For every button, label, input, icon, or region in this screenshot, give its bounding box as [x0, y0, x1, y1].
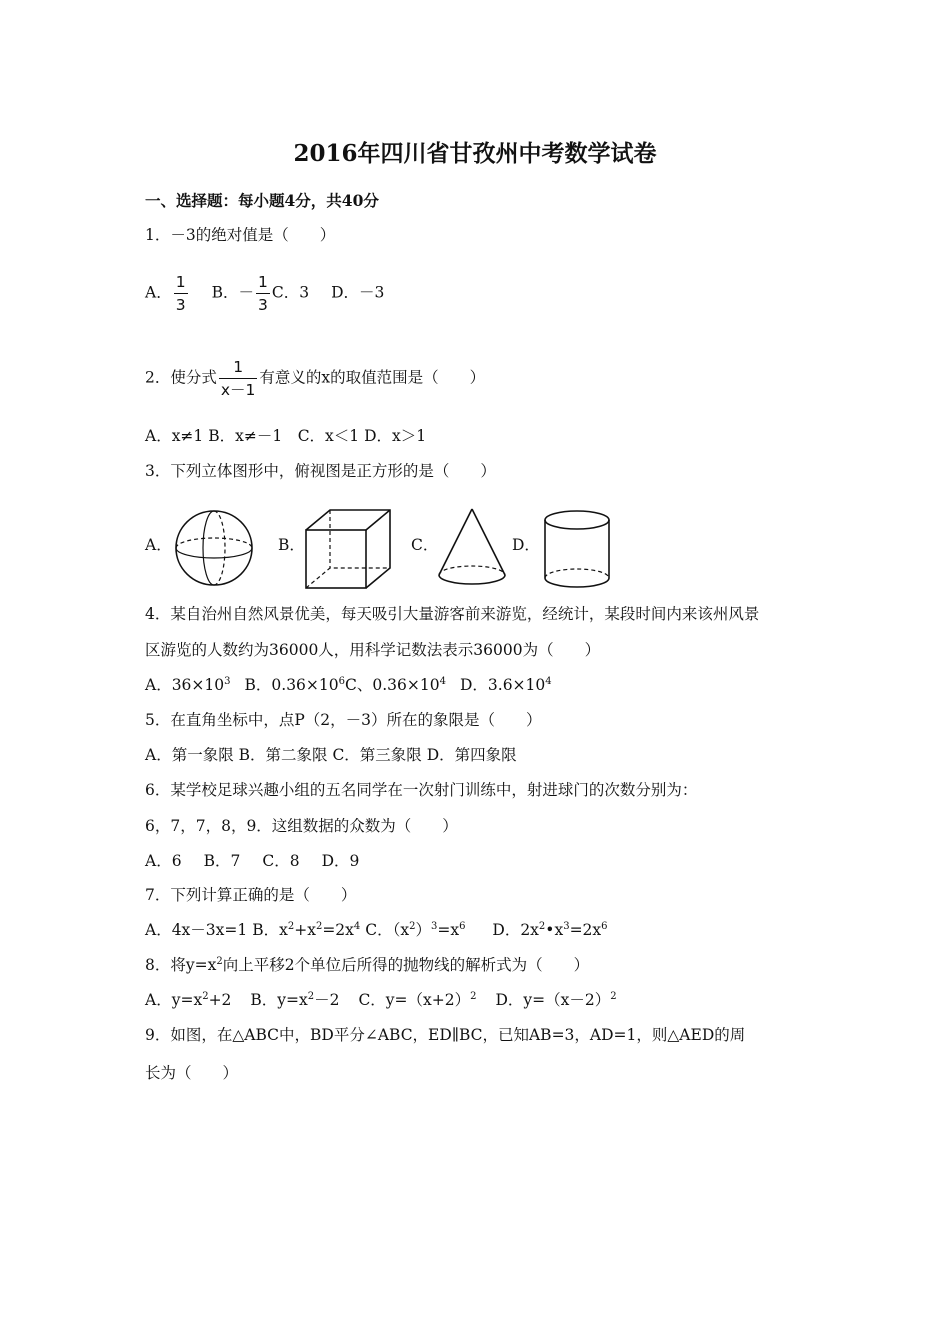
option-a-label: A． [145, 283, 172, 302]
question-1-options [145, 271, 384, 316]
section-heading: 一、选择题：每小题4分，共40分 [145, 191, 379, 210]
question-4-options [145, 675, 552, 695]
question-1-stem: 1．－3的绝对值是（ ） [145, 226, 336, 244]
option-a: A．4x－3x=1 [145, 921, 248, 939]
option-c: C．3 [271, 283, 310, 302]
exponent: 2 [538, 921, 546, 932]
exponent: 2 [307, 991, 315, 1002]
question-2-options: A．x≠1 B．x≠－1 C．x＜1 D．x＞1 [145, 427, 427, 445]
option-d: D．9 [321, 852, 360, 870]
q2-suffix: 有意义的x的取值范围是（ ） [259, 368, 486, 387]
question-9-line-2: 长为（ ） [145, 1064, 239, 1082]
option-c: C．y=（x+2） [358, 991, 471, 1009]
fraction-neg-one-third [256, 271, 270, 316]
option-b: B．x [252, 921, 288, 939]
option-b-label: B．－ [211, 283, 254, 302]
option-d-part: •x [545, 921, 564, 939]
option-a: A．y=x [145, 991, 203, 1009]
question-6-line-1: 6．某学校足球兴趣小组的五名同学在一次射门训练中，射进球门的次数分别为： [145, 781, 698, 799]
option-b: B．y=x [250, 991, 308, 1009]
fraction-denominator: 3 [175, 296, 186, 314]
option-b-part: =2x [322, 921, 354, 939]
exponent: 6 [338, 676, 346, 687]
option-b: B．7 [203, 852, 241, 870]
fraction-denominator: x－1 [220, 381, 256, 399]
exponent: 3 [563, 921, 570, 932]
sphere-figure [172, 508, 256, 588]
option-b-part: +x [294, 921, 316, 939]
exponent: 4 [545, 676, 552, 687]
cylinder-figure [541, 508, 613, 590]
exponent: 3 [430, 921, 438, 932]
option-b-part: －2 [314, 991, 340, 1009]
question-6-options [145, 851, 359, 871]
question-2-stem [145, 356, 485, 401]
fraction-numerator: 1 [174, 271, 188, 294]
option-d-label: D． [512, 536, 540, 554]
question-3-stem: 3．下列立体图形中，俯视图是正方形的是（ ） [145, 462, 496, 480]
page-title: 2016年四川省甘孜州中考数学试卷 [293, 140, 657, 167]
option-a-label: A． [145, 536, 172, 554]
option-a: A．36×10 [145, 676, 225, 694]
fraction-denominator: 3 [257, 296, 268, 314]
question-4-line-1: 4．某自治州自然风景优美，每天吸引大量游客前来游览，经统计，某段时间内来该州风景 [145, 605, 760, 623]
option-c-part: ） [415, 921, 431, 939]
option-c: C、0.36×10 [345, 676, 440, 694]
exponent: 6 [601, 921, 608, 932]
exponent: 2 [409, 921, 416, 932]
option-c-label: C． [411, 536, 439, 554]
fraction-one-third [174, 271, 188, 316]
option-d: D．2x [492, 921, 539, 939]
option-a-part: +2 [208, 991, 232, 1009]
question-5-stem: 5．在直角坐标中，点P（2，－3）所在的象限是（ ） [145, 711, 542, 729]
exponent: 2 [216, 956, 223, 967]
exponent: 4 [353, 921, 361, 932]
question-9-line-1: 9．如图，在△ABC中，BD平分∠ABC，ED∥BC，已知AB=3，AD=1，则△AED的周 [145, 1026, 746, 1044]
q2-prefix: 2．使分式 [145, 368, 217, 387]
fraction-numerator: 1 [219, 356, 258, 379]
exponent: 4 [439, 676, 446, 687]
fraction-1-over-x-minus-1 [219, 356, 258, 401]
q8-stem-part: 8．将y=x [145, 956, 217, 974]
question-4-line-2: 区游览的人数约为36000人，用科学记数法表示36000为（ ） [145, 641, 601, 659]
question-8-options [145, 990, 617, 1010]
cone-figure [436, 506, 508, 588]
cube-figure [302, 506, 394, 592]
option-b: B．0.36×10 [244, 676, 339, 694]
question-6-line-2: 6，7，7，8，9．这组数据的众数为（ ） [145, 817, 458, 835]
option-d: D．y=（x－2） [495, 991, 611, 1009]
question-5-options: A．第一象限 B．第二象限 C．第三象限 D．第四象限 [145, 746, 517, 764]
option-c-part: =x [437, 921, 460, 939]
q8-stem-part: 向上平移2个单位后所得的抛物线的解析式为（ ） [222, 956, 590, 974]
option-a: A．6 [145, 852, 182, 870]
exponent: 2 [315, 921, 323, 932]
exponent: 2 [202, 991, 209, 1002]
exponent: 2 [470, 991, 477, 1002]
fraction-numerator: 1 [256, 271, 270, 294]
option-d: D．－3 [331, 283, 385, 302]
question-7-options [145, 920, 608, 940]
exponent: 6 [459, 921, 466, 932]
option-c: C．8 [262, 852, 300, 870]
option-b-label: B． [278, 536, 305, 554]
exponent: 2 [610, 991, 617, 1002]
question-7-stem: 7．下列计算正确的是（ ） [145, 886, 357, 904]
exponent: 2 [287, 921, 295, 932]
question-8-stem [145, 955, 589, 975]
option-d-part: =2x [569, 921, 602, 939]
exponent: 3 [224, 676, 231, 687]
option-c: C．（x [365, 921, 410, 939]
option-d: D．3.6×10 [459, 676, 546, 694]
